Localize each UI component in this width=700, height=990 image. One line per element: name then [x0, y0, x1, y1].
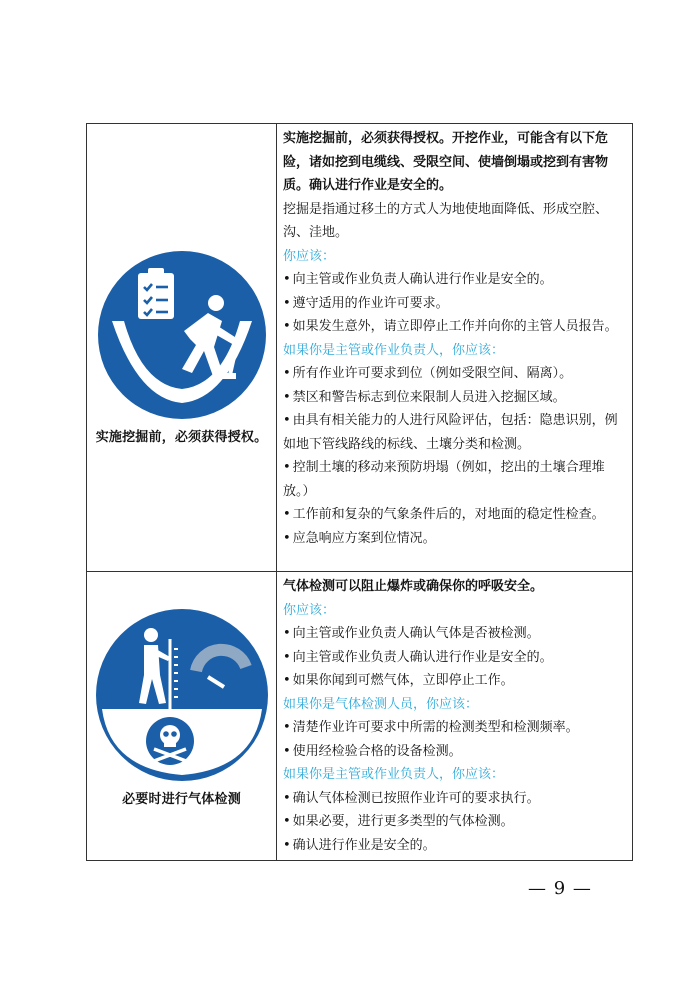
list-item: • 清楚作业许可要求中所需的检测类型和检测频率。	[283, 716, 626, 740]
list-item: • 控制土壤的移动来预防坍塌（例如，挖出的土壤合理堆放。）	[283, 456, 626, 503]
gas-test-skull-icon	[87, 609, 276, 781]
icon-cell	[87, 572, 277, 861]
list-item: • 遵守适用的作业许可要求。	[283, 292, 626, 316]
subheading: 你应该：	[283, 248, 336, 264]
list-item: • 向主管或作业负责人确认气体是否被检测。	[283, 622, 626, 646]
list-item: • 如果必要，进行更多类型的气体检测。	[283, 810, 626, 834]
rules-table	[86, 123, 633, 861]
text-cell	[277, 124, 633, 572]
list-item: • 使用经检验合格的设备检测。	[283, 740, 626, 764]
excavation-worker-clipboard-icon	[87, 251, 276, 419]
table-row	[87, 572, 633, 861]
table-row	[87, 124, 633, 572]
list-item: • 向主管或作业负责人确认进行作业是安全的。	[283, 646, 626, 670]
section-lead: 实施挖掘前，必须获得授权。开挖作业，可能含有以下危险，诸如挖到电缆线、受限空间、使墙倒塌或挖到有害物质。确认进行作业是安全的。	[283, 131, 609, 193]
icon-cell	[87, 124, 277, 572]
text-cell	[277, 572, 633, 861]
icon-caption: 实施挖掘前，必须获得授权。	[95, 430, 268, 445]
list-item: • 所有作业许可要求到位（例如受限空间、隔离）。	[283, 362, 626, 386]
definition-text: 挖掘是指通过移土的方式人为地使地面降低、形成空腔、沟、洼地。	[283, 201, 609, 240]
list-item: • 工作前和复杂的气象条件后的，对地面的稳定性检查。	[283, 503, 626, 527]
list-item: • 如果你闻到可燃气体，立即停止工作。	[283, 669, 626, 693]
subheading: 如果你是主管或作业负责人，你应该：	[283, 767, 505, 782]
list-item: • 应急响应方案到位情况。	[283, 527, 626, 551]
subheading: 你应该：	[283, 602, 336, 618]
section-lead: 气体检测可以阻止爆炸或确保你的呼吸安全。	[283, 579, 544, 594]
page-number: — 9 —	[528, 878, 592, 899]
list-item: • 向主管或作业负责人确认进行作业是安全的。	[283, 268, 626, 292]
icon-caption: 必要时进行气体检测	[122, 792, 241, 807]
list-item: • 禁区和警告标志到位来限制人员进入挖掘区域。	[283, 386, 626, 410]
list-item: • 确认进行作业是安全的。	[283, 834, 626, 858]
subheading: 如果你是主管或作业负责人，你应该：	[283, 342, 505, 358]
list-item: • 由具有相关能力的人进行风险评估，包括：隐患识别，例如地下管线路线的标线、土壤分类和检测。	[283, 409, 626, 456]
subheading: 如果你是气体检测人员，你应该：	[283, 696, 479, 712]
list-item: • 确认气体检测已按照作业许可的要求执行。	[283, 787, 626, 811]
list-item: • 如果发生意外，请立即停止工作并向你的主管人员报告。	[283, 315, 626, 339]
